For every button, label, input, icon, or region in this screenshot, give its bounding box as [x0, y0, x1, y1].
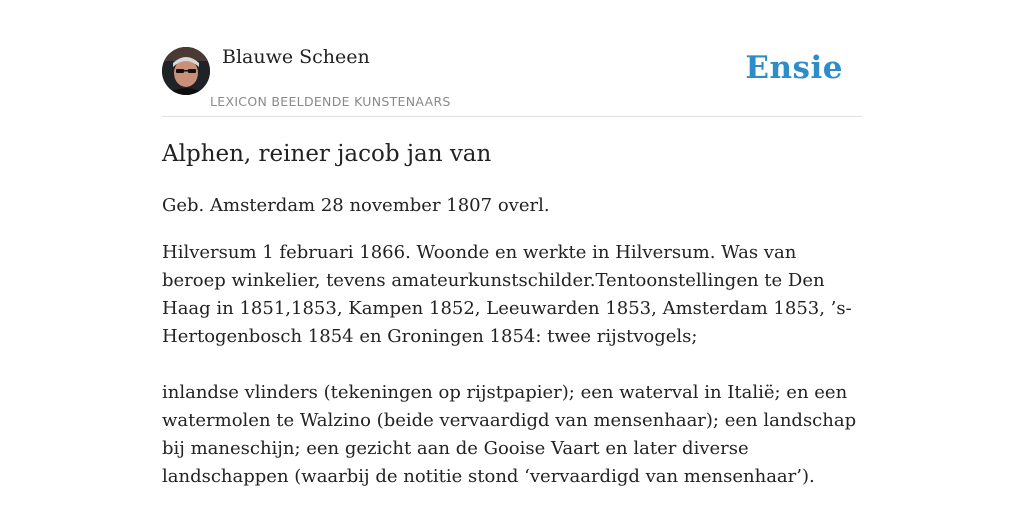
article-paragraph: inlandse vlinders (tekeningen op rijstpapier); een waterval in Italië; en een watermolen te Walzino (beide vervaardigd van mensenhaar); een landschap bij maneschijn; een gezicht aan de Gooise Vaart en later diverse landschappen (waarbij de notitie stond ‘vervaardigd van mensenhaar’).	[162, 382, 857, 487]
section-link[interactable]: LEXICON BEELDENDE KUNSTENAARS	[210, 94, 451, 109]
article-paragraph: Geb. Amsterdam 28 november 1807 overl.	[162, 195, 550, 216]
avatar-photo-icon	[162, 47, 210, 95]
avatar[interactable]	[162, 47, 210, 95]
ensie-logo[interactable]: Ensie	[745, 50, 843, 86]
article-title: Alphen, reiner jacob jan van	[162, 141, 492, 167]
article-paragraph: Hilversum 1 februari 1866. Woonde en werkte in Hilversum. Was van beroep winkelier, tevens amateurkunstschilder.Tentoonstellingen te Den Haag in 1851,1853, Kampen 1852, Leeuwarden 1853, Amsterdam 1853, ’s-Hertogenbosch 1854 en Groningen 1854: twee rijstvogels;	[162, 242, 852, 347]
header	[162, 0, 862, 117]
author-name[interactable]: Blauwe Scheen	[222, 46, 370, 68]
page-container	[162, 0, 862, 487]
